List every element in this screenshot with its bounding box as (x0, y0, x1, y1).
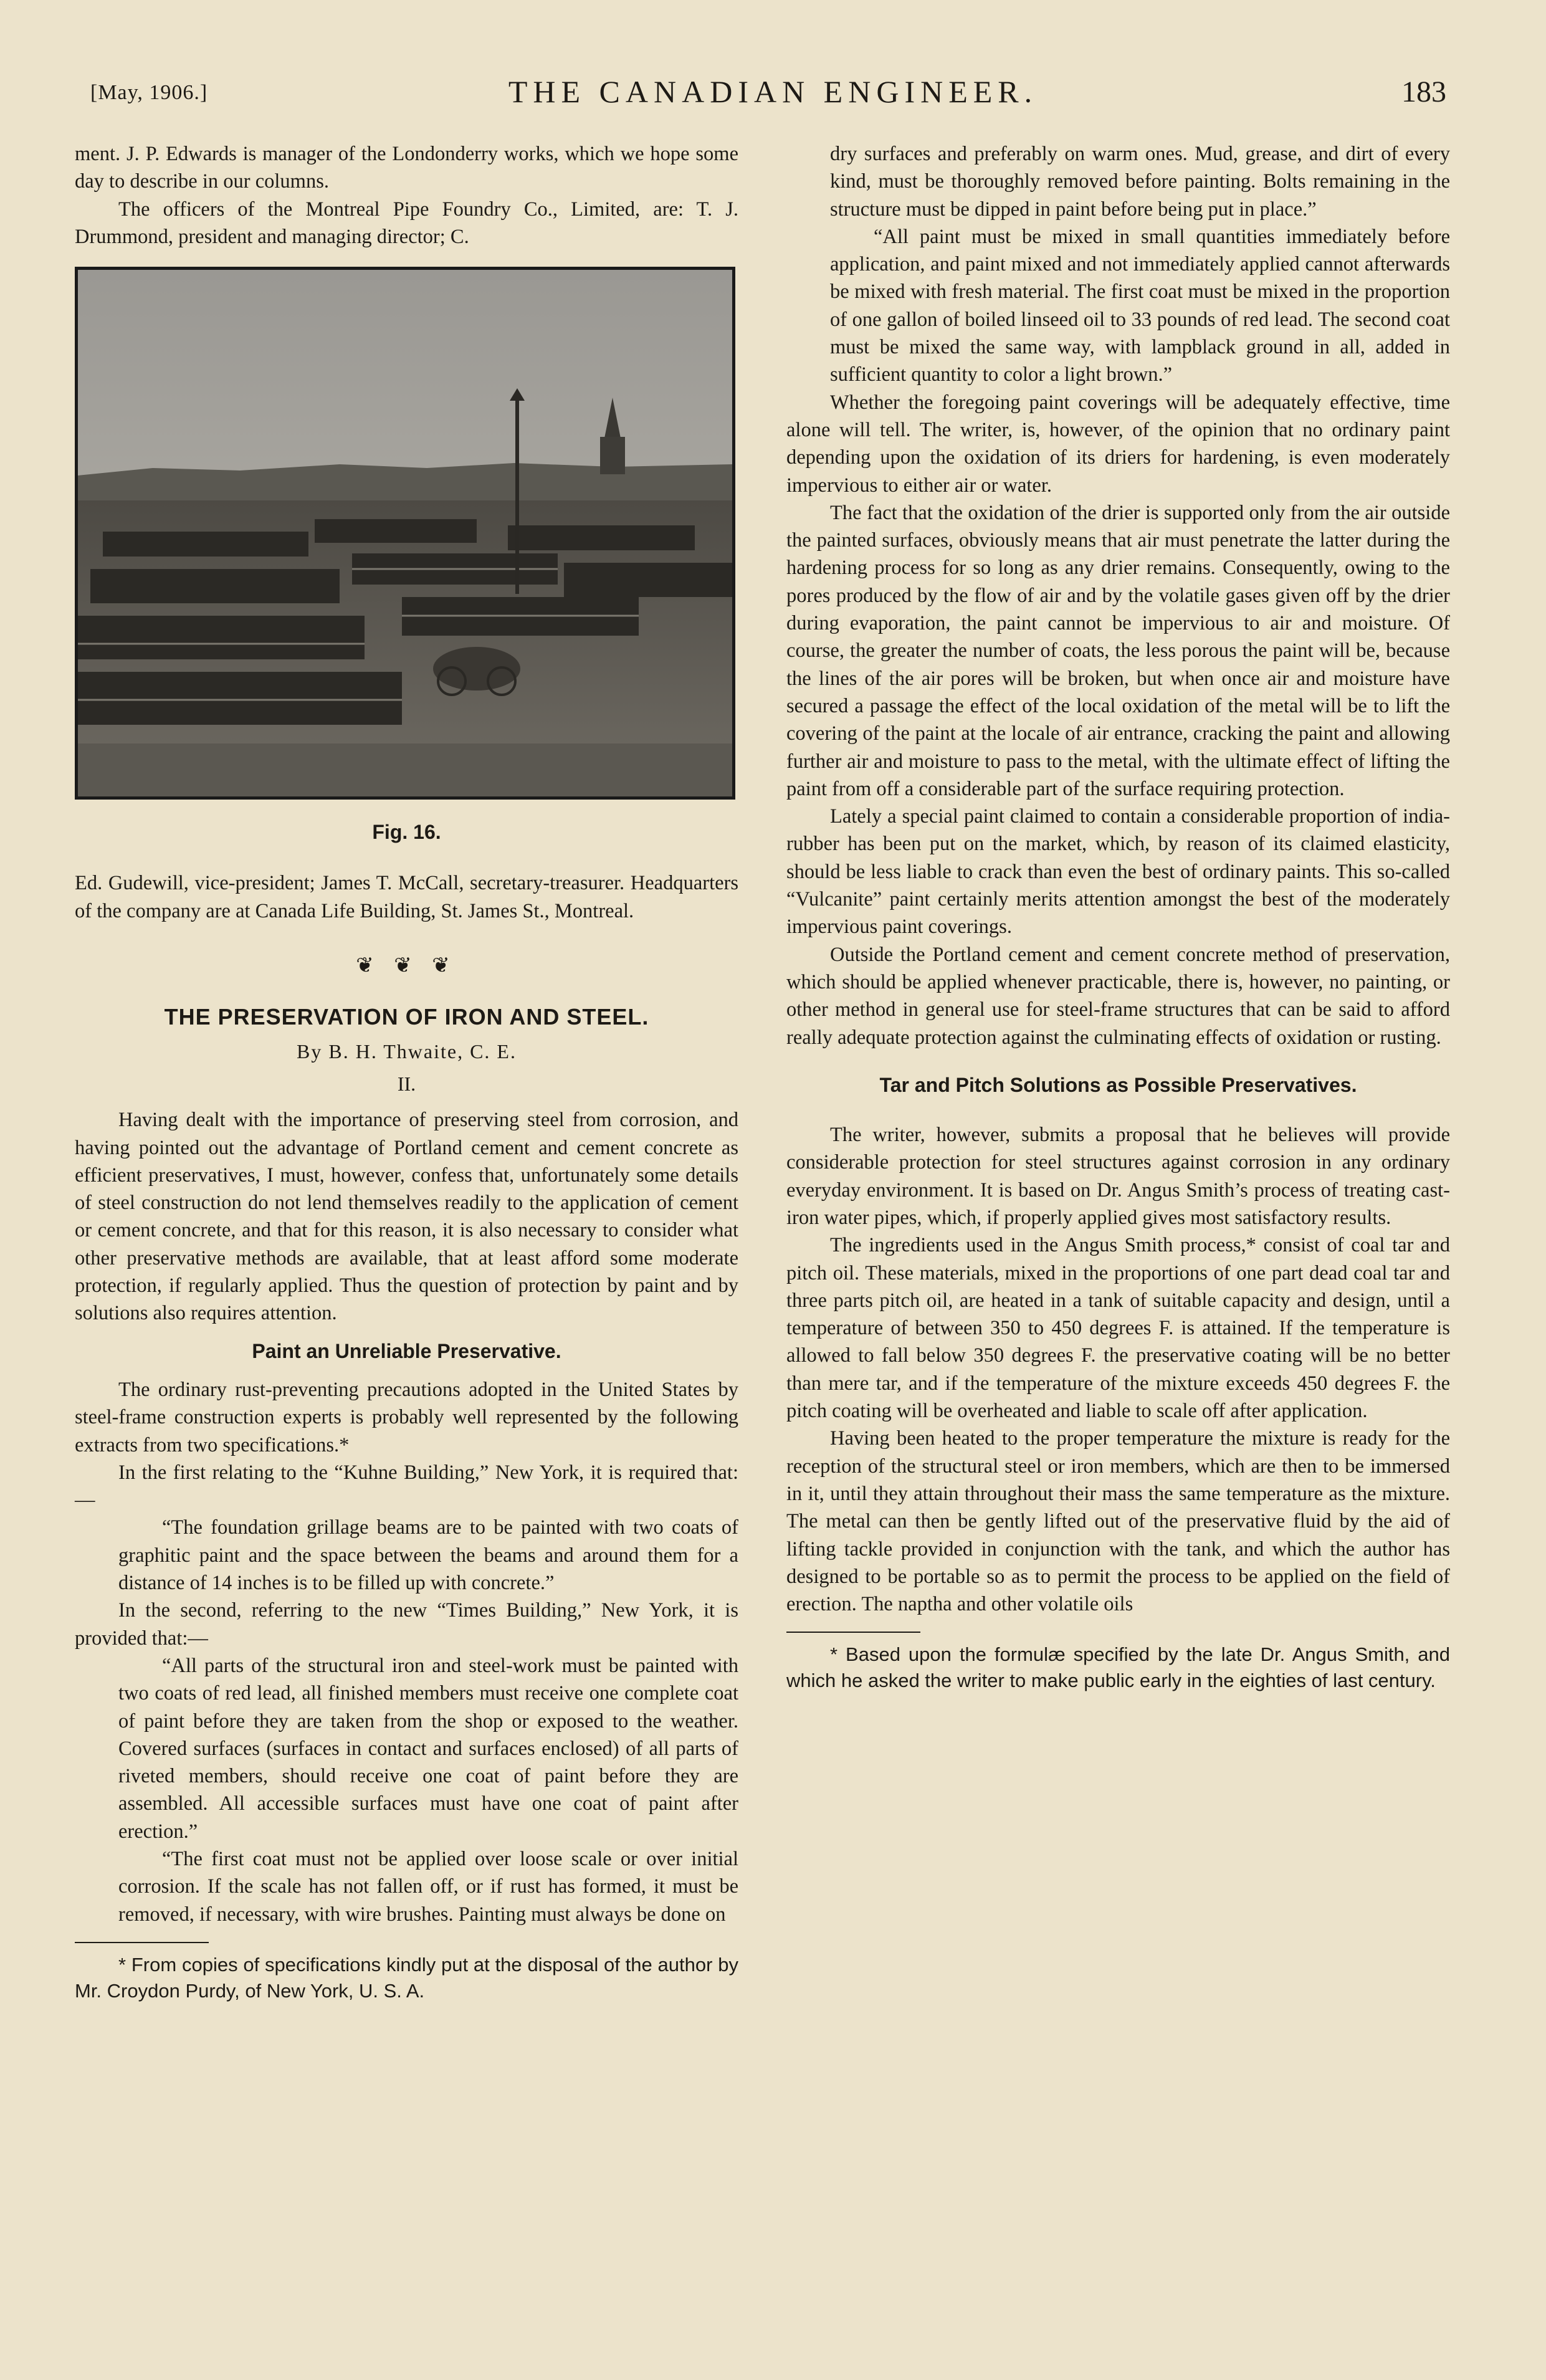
body-paragraph: The ordinary rust-preventing precautions adopted in the United States by steel-frame construction experts is probably well represented by the following extracts from two specifications.* (75, 1378, 738, 1456)
photo-illustration (78, 270, 732, 796)
left-column (75, 140, 738, 2004)
specification-quote: “The foundation grillage beams are to be painted with two coats of graphitic paint and the space between the beams and around them for a distance of 14 inches is to be filled up with concrete.” (118, 1516, 738, 1595)
running-header (0, 74, 1546, 117)
section-ornament: ❦ ❦ ❦ (356, 954, 457, 978)
body-paragraph: The fact that the oxidation of the drier is supported only from the air outside the painted surfaces, obviously means that air must penetrate the latter during the hardening process for so long as any drier remains. Consequently, owing to the pores produced by the flow of air and by the volatile gases given off by the drier during evaporation, the paint cannot be impervious to air and moisture. Of course, the greater the number of coats, the less porous the paint will be, because the lines of the air pores will be broken, but when once air and moisture have secured a passage the effect of the local oxidation of the metal will be to lift the covering of the paint at the locale of air entrance, cracking the paint and allowing further air and moisture to pass to the metal, with the ultimate effect of lifting the paint from off a considerable part of the surface requiring protection. (786, 501, 1450, 800)
footnote: * Based upon the formulæ specified by the late Dr. Angus Smith, and which he asked the writer to make public early in the eighties of last century. (786, 1643, 1450, 1692)
right-column (786, 140, 1450, 1694)
footnote-divider (786, 1632, 920, 1633)
body-paragraph: In the second, referring to the new “Times Building,” New York, it is provided that:— (75, 1599, 738, 1650)
article-part-number: II. (397, 1072, 416, 1095)
section-subheading: Paint an Unreliable Preservative. (252, 1339, 561, 1362)
figure-16 (75, 267, 738, 846)
body-paragraph: In the first relating to the “Kuhne Building,” New York, it is required that:— (75, 1461, 738, 1512)
specification-quote: “The first coat must not be applied over loose scale or over initial corrosion. If the scale has not fallen off, or if rust has formed, it must be removed, if necessary, with wire brushes. Painting must always be done on (118, 1847, 738, 1926)
publication-title: THE CANADIAN ENGINEER. (508, 74, 1038, 109)
officers-paragraph: Ed. Gudewill, vice-president; James T. McCall, secretary-treasurer. Headquarters of the company are at Canada Life Building, St. James St., Montreal. (75, 872, 738, 922)
section-subheading: Tar and Pitch Solutions as Possible Preservatives. (879, 1073, 1357, 1096)
pipe-yard-photograph (75, 267, 735, 800)
specification-quote: “All paint must be mixed in small quantities immediately before application, and paint mixed and not immediately applied cannot afterwards be mixed with fresh material. The first coat must be mixed in the proportion of one gallon of boiled linseed oil to 33 pounds of red lead. The second coat must be mixed the same way, with lampblack ground in all, added in sufficient quantity to color a light brown.” (830, 225, 1450, 386)
specification-quote: dry surfaces and preferably on warm ones. Mud, grease, and dirt of every kind, must be thoroughly removed before painting. Bolts remaining in the structure must be dipped in paint before being put in place.” (830, 143, 1450, 221)
body-paragraph: Having been heated to the proper temperature the mixture is ready for the reception of the structural steel or iron members, which are then to be immersed in it, until they attain throughout their mass the same temperature as the mixture. The metal can then be gently lifted out of the preservative fluid by the aid of lifting tackle provided in conjunction with the tank, and which the author has designed to be portable so as to permit the process to be applied on the field of erection. The naptha and other volatile oils (786, 1427, 1450, 1616)
footnote-divider (75, 1942, 209, 1943)
page-number: 183 (1401, 75, 1446, 108)
footnote: * From copies of specifications kindly put at the disposal of the author by Mr. Croydon Purdy, of New York, U. S. A. (75, 1953, 738, 2002)
issue-date: [May, 1906.] (90, 81, 208, 104)
body-paragraph: The writer, however, submits a proposal that he believes will provide considerable protection for steel structures against corrosion in any ordinary everyday environment. It is based on Dr. Angus Smith’s process of treating cast-iron water pipes, which, if properly applied gives most satisfactory results. (786, 1124, 1450, 1229)
figure-caption: Fig. 16. (372, 821, 441, 844)
article-title: THE PRESERVATION OF IRON AND STEEL. (164, 1004, 649, 1030)
article-byline: By B. H. Thwaite, C. E. (297, 1039, 517, 1063)
body-paragraph: Outside the Portland cement and cement concrete method of preservation, which should be applied whenever practicable, there is, however, no painting, or other method in general use for steel-frame structures that can be said to afford really adequate protection against the culminating effects of oxidation or rusting. (786, 943, 1450, 1049)
intro-paragraph: ment. J. P. Edwards is manager of the Londonderry works, which we hope some day to describe in our columns. (75, 143, 738, 193)
body-paragraph: Whether the foregoing paint coverings will be adequately effective, time alone will tell. The writer, is, however, of the opinion that no ordinary paint depending upon the oxidation of its driers for hardening, is even moderately impervious to either air or water. (786, 391, 1450, 497)
intro-paragraph: The officers of the Montreal Pipe Foundry Co., Limited, are: T. J. Drummond, president and managing director; C. (75, 198, 738, 248)
body-paragraph: Having dealt with the importance of preserving steel from corrosion, and having pointed out the advantage of Portland cement and cement concrete as efficient preservatives, I must, however, confess that, unfortunately some details of steel construction do not lend themselves readily to the application of cement or cement concrete, and that for this reason, it is also necessary to consider what other preservative methods are available, that at least afford some moderate protection, if regularly applied. Thus the question of protection by paint and by solutions also requires attention. (75, 1109, 738, 1325)
specification-quote: “All parts of the structural iron and steel-work must be painted with two coats of red lead, all finished members must receive one complete coat of paint before they are taken from the shop or exposed to the weather. Covered surfaces (surfaces in contact and surfaces enclosed) of all parts of riveted members, should receive one coat of paint before they are assembled. All accessible surfaces must have one coat of paint after erection.” (118, 1654, 738, 1843)
body-paragraph: Lately a special paint claimed to contain a considerable proportion of india-rubber has been put on the market, which, by reason of its claimed elasticity, should be less liable to crack than even the best of ordinary paints. This so-called “Vulcanite” paint certainly merits attention amongst the best of the moderately impervious paint coverings. (786, 805, 1450, 939)
body-paragraph: The ingredients used in the Angus Smith process,* consist of coal tar and pitch oil. These materials, mixed in the proportions of one part dead coal tar and three parts pitch oil, are heated in a tank of suitable capacity and design, until a temperature of between 350 to 450 degrees F. is attained. If the temperature is allowed to fall below 350 degrees F. the preservative coating will be no better than mere tar, and if the temperature of the mixture exceeds 450 degrees F. the pitch coating will be overheated and liable to scale off after application. (786, 1234, 1450, 1423)
